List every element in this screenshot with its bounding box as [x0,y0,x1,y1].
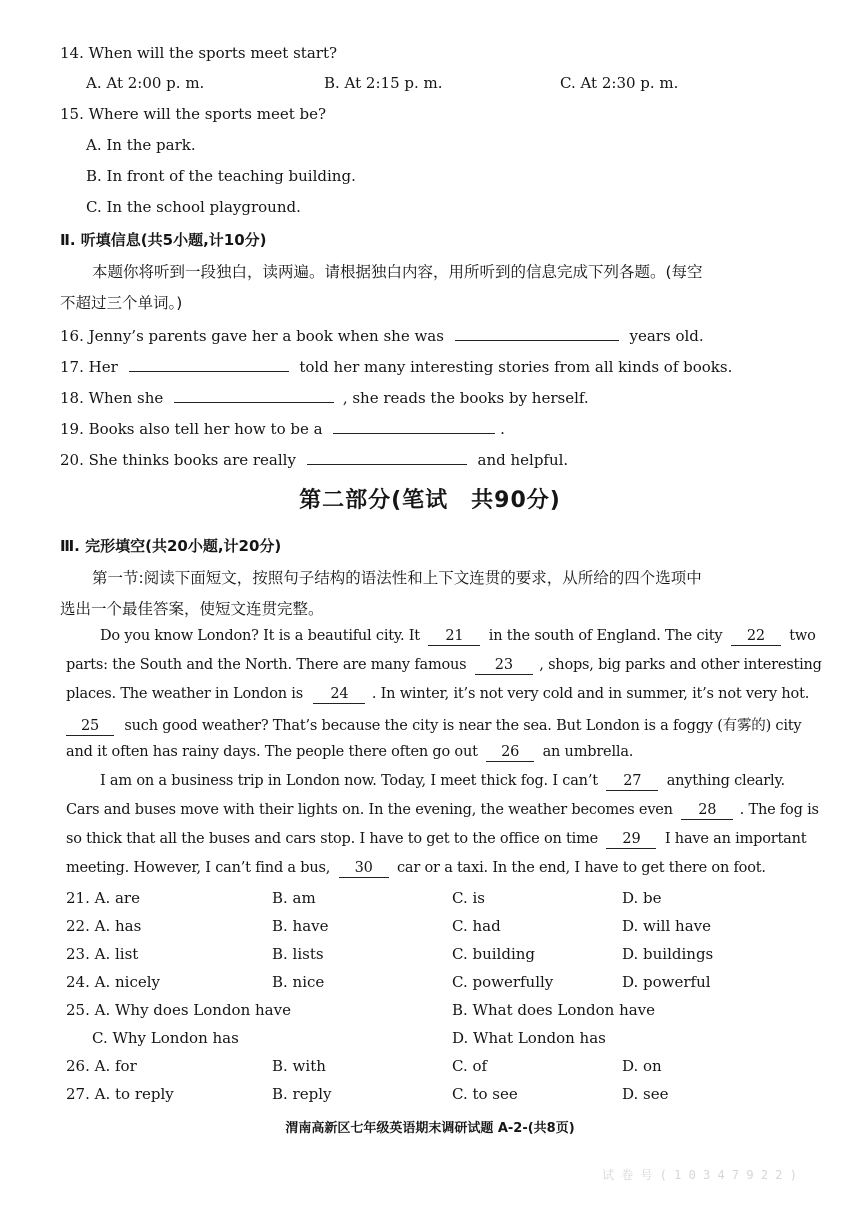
passage-text: meeting. However, I can’t find a bus, [66,860,331,876]
section-2-heading: Ⅱ. 听填信息(共5小题,计10分) [60,231,267,249]
blank-30[interactable]: 30 [339,859,389,878]
blank-29[interactable]: 29 [606,830,656,849]
q23-option-b: B. lists [272,945,324,963]
q27-option-a: 27. A. to reply [66,1085,174,1103]
passage-text: I have an important [664,831,807,847]
q25-option-d: D. What London has [452,1029,606,1047]
q22-option-a: 22. A. has [66,917,142,935]
question-15: 15. Where will the sports meet be? [60,105,327,123]
passage-text: so thick that all the buses and cars stop. I have to get to the office on time [66,831,599,847]
blank-26[interactable]: 26 [486,743,534,762]
passage-text: places. The weather in London is [66,686,303,702]
passage-text: , shops, big parks and other interesting [539,657,822,673]
q16-text: 16. Jenny’s parents gave her a book when she was [60,327,444,345]
q26-option-b: B. with [272,1057,326,1075]
part-2-title: 第二部分(笔试 共90分) [299,488,561,513]
question-18 [60,384,589,407]
q23-option-a: 23. A. list [66,945,139,963]
q21-option-b: B. am [272,889,316,907]
passage-p2-line-3 [66,830,806,849]
q19-text: 19. Books also tell her how to be a [60,420,323,438]
q16-text-end: years old. [629,327,704,345]
q27-option-c: C. to see [452,1085,518,1103]
section-3-heading: Ⅲ. 完形填空(共20小题,计20分) [60,537,282,555]
blank-27[interactable]: 27 [606,772,658,791]
passage-text: Do you know London? It is a beautiful city. It [100,628,420,644]
section-3-intro-line-2: 选出一个最佳答案，使短文连贯完整。 [60,600,324,618]
question-16 [60,322,704,345]
q18-text: 18. When she [60,389,164,407]
q15-option-a: A. In the park. [86,136,196,154]
q24-option-b: B. nice [272,973,325,991]
q24-option-d: D. powerful [622,973,711,991]
q26-option-c: C. of [452,1057,488,1075]
passage-text: . The fog is [739,802,819,818]
passage-text: two [789,628,816,644]
q27-option-d: D. see [622,1085,669,1103]
q17-text: 17. Her [60,358,118,376]
q17-answer-blank[interactable] [129,353,289,372]
q21-option-a: 21. A. are [66,889,140,907]
blank-22[interactable]: 22 [731,627,781,646]
passage-text: Cars and buses move with their lights on. In the evening, the weather becomes even [66,802,673,818]
passage-p2-line-1 [100,772,785,791]
q14-option-a: A. At 2:00 p. m. [86,74,205,92]
q18-text-end: , she reads the books by herself. [342,389,589,407]
q23-option-d: D. buildings [622,945,714,963]
faint-stamp: 试 卷 号 ( 1 0 3 4 7 9 2 2 ) [602,1168,797,1182]
q19-text-end: . [500,420,505,438]
q15-option-b: B. In front of the teaching building. [86,167,356,185]
q24-option-a: 24. A. nicely [66,973,160,991]
section-3-intro-line-1: 第一节:阅读下面短文，按照句子结构的语法性和上下文连贯的要求，从所给的四个选项中 [92,569,702,587]
blank-24[interactable]: 24 [313,685,365,704]
q25-option-b: B. What does London have [452,1001,656,1019]
passage-text: . In winter, it’s not very cold and in summer, it’s not very hot. [371,686,810,702]
passage-text: in the south of England. The city [488,628,723,644]
passage-p1-line-3 [66,685,809,704]
q14-option-b: B. At 2:15 p. m. [324,74,443,92]
passage-p2-line-4 [66,859,766,878]
passage-p1-line-1 [100,627,816,646]
blank-28[interactable]: 28 [681,801,733,820]
q21-option-c: C. is [452,889,485,907]
question-20 [60,446,568,469]
passage-p1-line-2 [66,656,822,675]
question-19 [60,415,505,438]
passage-p2-line-2 [66,801,819,820]
q27-option-b: B. reply [272,1085,332,1103]
q23-option-c: C. building [452,945,535,963]
passage-p1-line-4 [66,714,801,736]
blank-23[interactable]: 23 [475,656,533,675]
q15-option-c: C. In the school playground. [86,198,301,216]
passage-p1-line-5 [66,743,633,762]
passage-text: anything clearly. [666,773,785,789]
q25-option-c: C. Why London has [92,1029,239,1047]
passage-text: car or a taxi. In the end, I have to get there on foot. [397,860,766,876]
q22-option-c: C. had [452,917,501,935]
q20-text: 20. She thinks books are really [60,451,296,469]
q21-option-d: D. be [622,889,662,907]
q18-answer-blank[interactable] [174,384,334,403]
page-footer: 渭南高新区七年级英语期末调研试题 A-2-(共8页) [285,1121,575,1136]
q17-text-end: told her many interesting stories from all kinds of books. [299,358,733,376]
q19-answer-blank[interactable] [333,415,495,434]
passage-text: an umbrella. [542,744,634,760]
q24-option-c: C. powerfully [452,973,554,991]
blank-25[interactable]: 25 [66,717,114,736]
q26-option-d: D. on [622,1057,662,1075]
question-14: 14. When will the sports meet start? [60,44,338,62]
q14-option-c: C. At 2:30 p. m. [560,74,679,92]
q26-option-a: 26. A. for [66,1057,137,1075]
section-2-intro-line-1: 本题你将听到一段独白，读两遍。请根据独白内容，用所听到的信息完成下列各题。(每空 [92,263,703,281]
passage-text: parts: the South and the North. There are many famous [66,657,467,673]
q20-text-end: and helpful. [477,451,569,469]
q16-answer-blank[interactable] [455,322,619,341]
passage-text: and it often has rainy days. The people there often go out [66,744,478,760]
q22-option-d: D. will have [622,917,711,935]
passage-text: I am on a business trip in London now. Today, I meet thick fog. I can’t [100,773,598,789]
q25-option-a: 25. A. Why does London have [66,1001,291,1019]
q20-answer-blank[interactable] [307,446,467,465]
blank-21[interactable]: 21 [428,627,480,646]
q22-option-b: B. have [272,917,329,935]
passage-text: such good weather? That’s because the city is near the sea. But London is a foggy (有雾的) city [124,718,802,734]
section-2-intro-line-2: 不超过三个单词。) [60,294,183,312]
question-17 [60,353,732,376]
